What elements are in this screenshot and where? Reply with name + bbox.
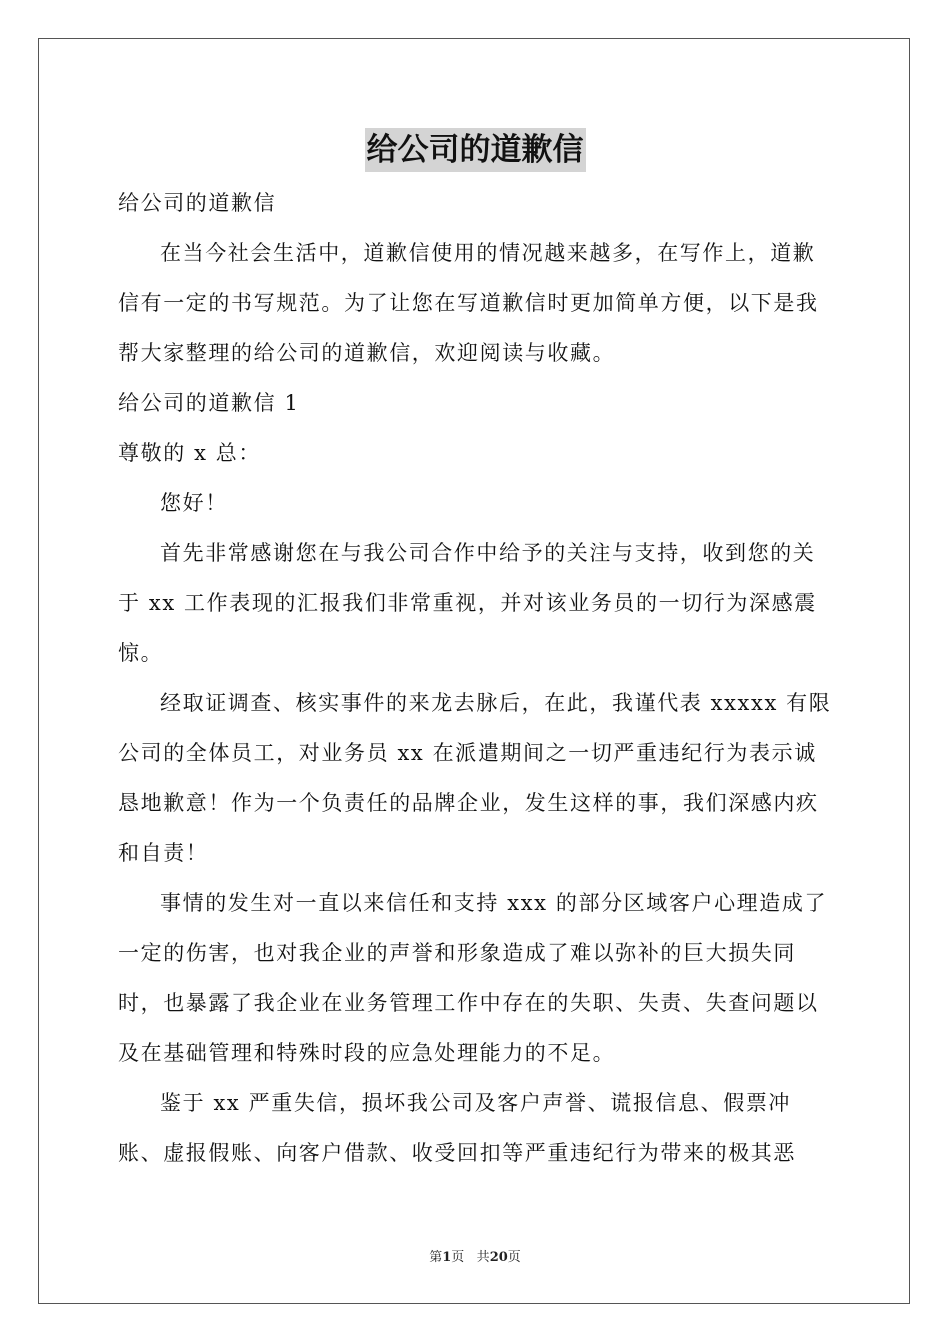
footer-prefix: 第 (429, 1250, 443, 1265)
paragraph-body-2: 经取证调查、核实事件的来龙去脉后，在此，我谨代表 xxxxx 有限公司的全体员工，对业务员 xx 在派遣期间之一切严重违纪行为表示诚恳地歉意！作为一个负责任的品牌企业，发生这样的事，我们深感内疚和自责！ (118, 691, 832, 865)
title-container (0, 128, 950, 172)
document-title: 给公司的道歉信 (365, 128, 586, 172)
footer-page-suffix: 页 (451, 1250, 465, 1265)
footer-total-suffix: 页 (507, 1250, 521, 1265)
paragraph-body-1: 首先非常感谢您在与我公司合作中给予的关注与支持，收到您的关于 xx 工作表现的汇报我们非常重视，并对该业务员的一切行为深感震惊。 (118, 541, 817, 665)
paragraph-body-4: 鉴于 xx 严重失信，损坏我公司及客户声誉、谎报信息、假票冲账、虚报假账、向客户借款、收受回扣等严重违纪行为带来的极其恶 (118, 1091, 796, 1165)
page-footer (0, 1248, 950, 1268)
footer-total-prefix: 共 (476, 1250, 490, 1265)
footer-total-pages: 20 (489, 1250, 508, 1265)
paragraph-body-3: 事情的发生对一直以来信任和支持 xxx 的部分区域客户心理造成了一定的伤害，也对我企业的声誉和形象造成了难以弥补的巨大损失同时，也暴露了我企业在业务管理工作中存在的失职、失责、失查问题以及在基础管理和特殊时段的应急处理能力的不足。 (118, 891, 828, 1065)
paragraph-intro: 在当今社会生活中，道歉信使用的情况越来越多，在写作上，道歉信有一定的书写规范。为了让您在写道歉信时更加简单方便，以下是我帮大家整理的给公司的道歉信，欢迎阅读与收藏。 (118, 241, 819, 365)
paragraph-letter-title: 给公司的道歉信 1 (118, 391, 300, 415)
document-body (118, 178, 834, 1178)
paragraph-salutation: 尊敬的 x 总： (118, 441, 261, 465)
paragraph-heading: 给公司的道歉信 (118, 191, 277, 215)
paragraph-greeting: 您好！ (160, 491, 228, 515)
footer-page-number: 1 (442, 1250, 452, 1265)
